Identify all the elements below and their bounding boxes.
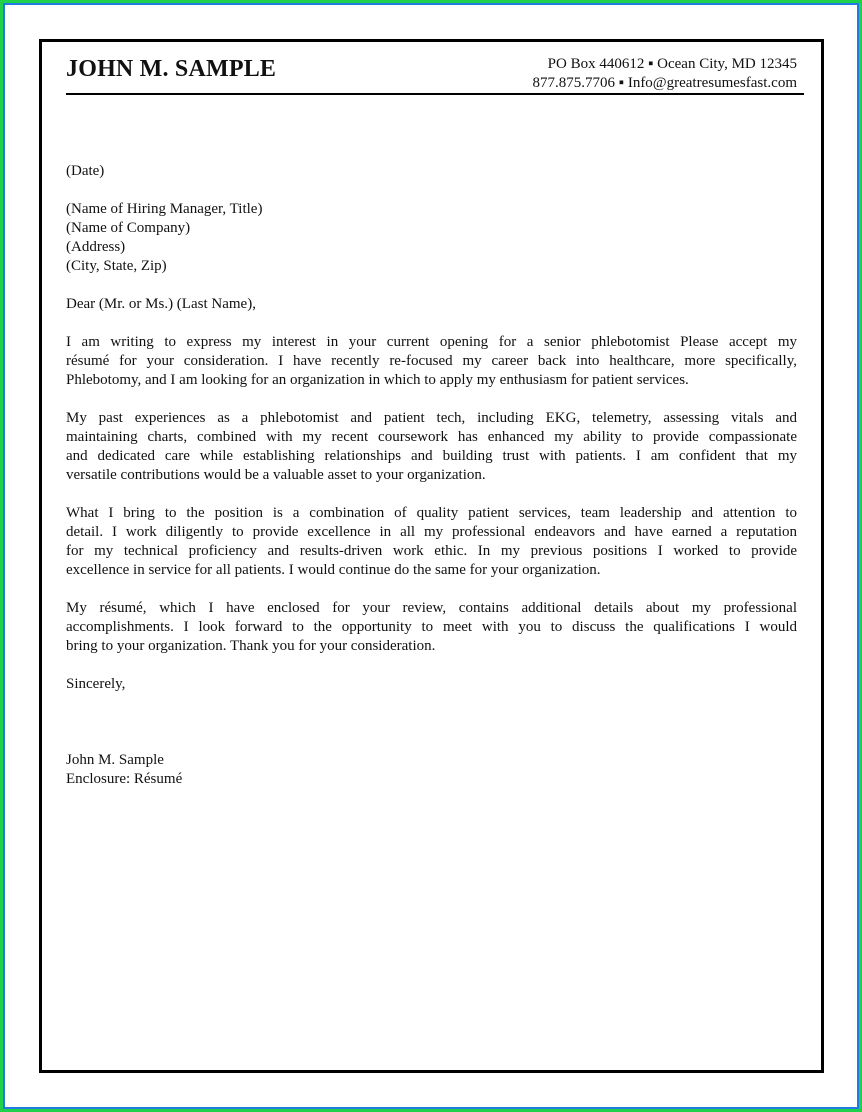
recipient-line: (City, State, Zip)	[66, 258, 167, 274]
recipient-block	[66, 200, 797, 276]
paragraph-line: detail. I work diligently to provide excellence in all my professional endeavors and have earned a reputation	[66, 524, 797, 540]
paragraph-line: accomplishments. I look forward to the opportunity to meet with you to discuss the qualifications I would	[66, 619, 797, 635]
letter-body	[66, 162, 797, 789]
header-rule	[66, 93, 804, 95]
paragraph-4	[66, 599, 797, 656]
paragraph-line: résumé for your consideration. I have recently re-focused my career back into healthcare, more specifically,	[66, 353, 797, 369]
paragraph-1	[66, 333, 797, 390]
paragraph-line: for my technical proficiency and results-driven work ethic. In my previous positions I worked to provide	[66, 543, 797, 559]
recipient-line: (Address)	[66, 239, 126, 255]
contact-phone-email: 877.875.7706 ▪ Info@greatresumesfast.com	[532, 75, 797, 91]
paragraph-line: and dedicated care while establishing relationships and building trust with patients. I am confident that my	[66, 448, 797, 464]
paragraph-line: maintaining charts, combined with my recent coursework has enhanced my ability to provide compassionate	[66, 429, 797, 445]
enclosure: Enclosure: Résumé	[66, 771, 183, 787]
paragraph-line: excellence in service for all patients. I would continue do the same for your organization.	[66, 562, 601, 578]
recipient-line: (Name of Hiring Manager, Title)	[66, 201, 263, 217]
paragraph-2	[66, 409, 797, 485]
recipient-line: (Name of Company)	[66, 220, 191, 236]
date: (Date)	[66, 163, 105, 179]
paragraph-line: bring to your organization. Thank you for your consideration.	[66, 638, 436, 654]
paragraph-line: Phlebotomy, and I am looking for an organization in which to apply my enthusiasm for patient services.	[66, 372, 689, 388]
paragraph-line: What I bring to the position is a combination of quality patient services, team leadership and attention to	[66, 505, 797, 521]
paragraph-line: versatile contributions would be a valuable asset to your organization.	[66, 467, 486, 483]
paragraph-line: My past experiences as a phlebotomist and patient tech, including EKG, telemetry, assessing vitals and	[66, 410, 797, 426]
contact-info	[533, 55, 798, 93]
signature-name: John M. Sample	[66, 752, 164, 768]
contact-address: PO Box 440612 ▪ Ocean City, MD 12345	[547, 56, 797, 72]
salutation: Dear (Mr. or Ms.) (Last Name),	[66, 296, 256, 312]
paragraph-line: My résumé, which I have enclosed for your review, contains additional details about my professional	[66, 600, 797, 616]
paragraph-3	[66, 504, 797, 580]
applicant-name: JOHN M. SAMPLE	[66, 56, 277, 82]
paragraph-line: I am writing to express my interest in your current opening for a senior phlebotomist Please accept my	[66, 334, 797, 350]
closing: Sincerely,	[66, 676, 126, 692]
